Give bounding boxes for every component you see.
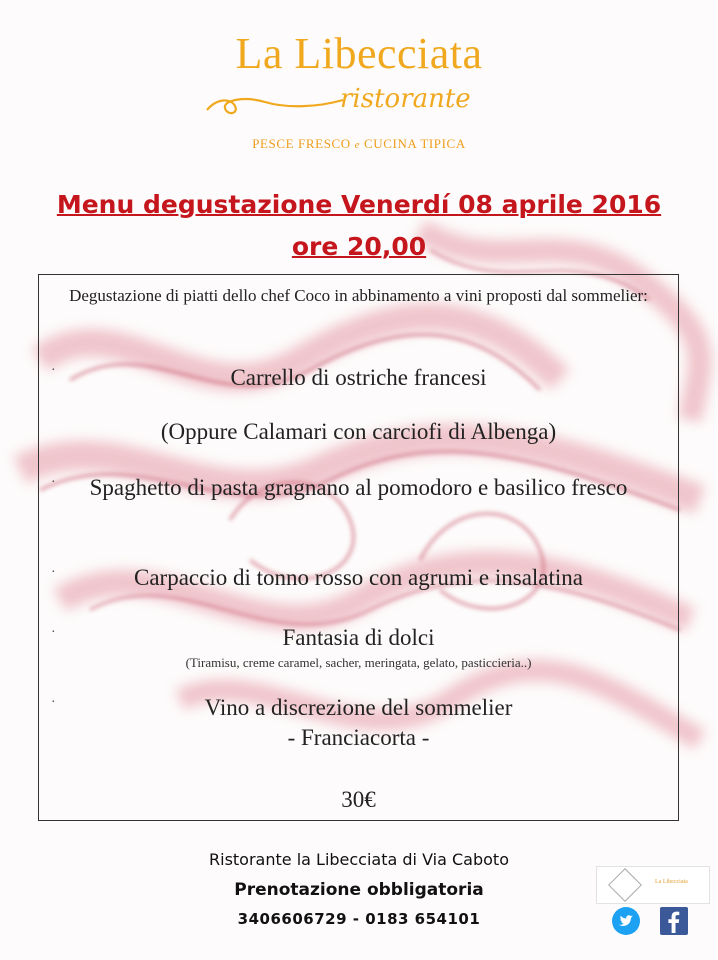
badge-brand-mini: La Libecciata bbox=[655, 879, 688, 885]
menu-price: 30€ bbox=[341, 787, 376, 812]
event-time bbox=[0, 232, 718, 261]
event-title-text: Menu degustazione Venerdí 08 aprile 2016 bbox=[56, 190, 662, 219]
menu-item-alt: (Oppure Calamari con carciofi di Albenga) bbox=[160, 419, 557, 444]
menu-box bbox=[38, 274, 679, 821]
menu-item-3: Carpaccio di tonno rosso con agrumi e insalatina bbox=[133, 565, 584, 590]
footer-phones: 3406606729 - 0183 654101 bbox=[237, 910, 481, 928]
tagline-part-b: CUCINA TIPICA bbox=[363, 136, 466, 151]
menu-item-2: Spaghetto di pasta gragnano al pomodoro e basilico fresco bbox=[89, 475, 628, 500]
twitter-icon[interactable] bbox=[611, 906, 641, 936]
menu-intro: Degustazione di piatti dello chef Coco in abbinamento a vini proposti dal sommelier: bbox=[69, 286, 648, 305]
swirl-ornament bbox=[205, 90, 345, 120]
bullet-2: · bbox=[51, 475, 56, 490]
menu-item-1: Carrello di ostriche francesi bbox=[230, 365, 487, 390]
facebook-icon[interactable] bbox=[659, 906, 689, 936]
footer-reservation: Prenotazione obbligatoria bbox=[234, 880, 484, 900]
menu-item-5: Vino a discrezione del sommelier bbox=[204, 695, 513, 720]
footer-address: Ristorante la Libecciata di Via Caboto bbox=[209, 850, 509, 869]
event-time-text: ore 20,00 bbox=[291, 232, 427, 261]
diamond-logo-icon bbox=[608, 868, 642, 902]
bullet-5: · bbox=[51, 695, 56, 710]
restaurant-tagline bbox=[0, 136, 718, 152]
tagline-conj: e bbox=[354, 139, 361, 151]
logo-badge bbox=[596, 866, 710, 904]
tagline-part-a: PESCE FRESCO bbox=[252, 136, 351, 151]
bullet-1: · bbox=[51, 363, 56, 378]
bullet-3: · bbox=[51, 565, 56, 580]
event-title bbox=[0, 190, 718, 219]
restaurant-name: La Libecciata bbox=[235, 29, 483, 78]
bullet-4: · bbox=[51, 625, 56, 640]
restaurant-subtitle: ristorante bbox=[340, 84, 471, 114]
menu-item-4: Fantasia di dolci bbox=[282, 625, 435, 650]
dessert-note: (Tiramisu, creme caramel, sacher, meringata, gelato, pasticcieria..) bbox=[185, 655, 532, 670]
wine-note: - Franciacorta - bbox=[287, 725, 430, 750]
